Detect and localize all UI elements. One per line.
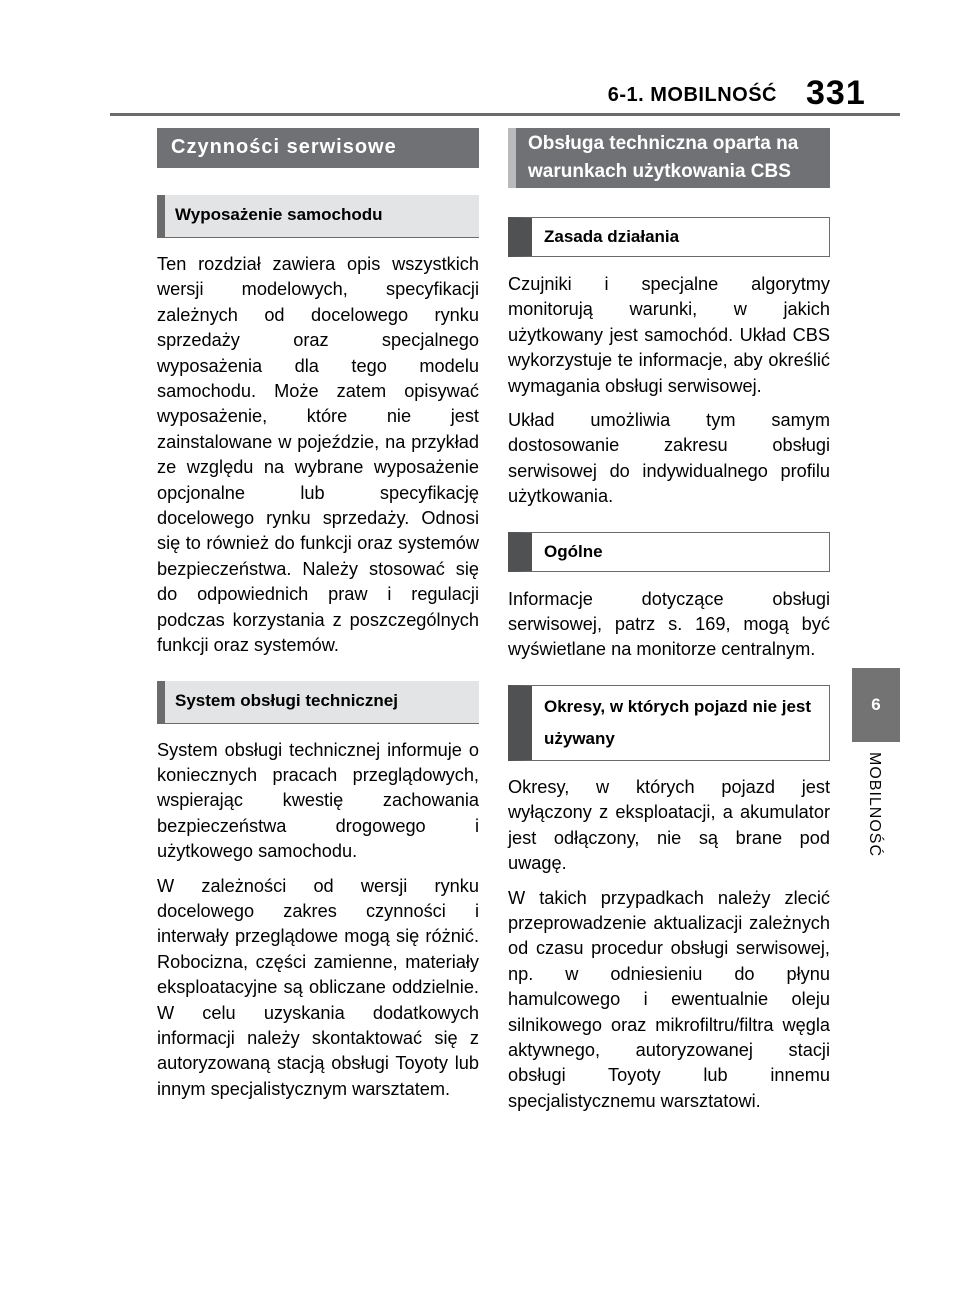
- paragraph-general: Informacje dotyczące obsługi serwisowej, patrz s. 169, mogą być wyświetlane na monitorze centralnym.: [508, 588, 830, 660]
- section-title: 6-1. MOBILNOŚĆ: [607, 84, 777, 106]
- paragraph-idle-periods: Okresy, w których pojazd jest wyłączony z eksploatacji, a akumulator jest odłączony, nie są brane pod uwagę.: [508, 776, 830, 874]
- subheading-equipment: Wyposażenie samochodu: [157, 195, 479, 238]
- subheading-principle: Zasada działania: [508, 217, 830, 257]
- paragraph-equipment: Ten rozdział zawiera opis wszystkich wersji modelowych, specyfikacji zależnych od docelowego rynku sprzedaży oraz specjalnego wyposażenia dla tego modelu samochodu. Może zatem opisywać wyposażenie, które nie jest zainstalowane w pojeździe, na przykład ze względu na wybrane wyposażenie opcjonalne lub specyfikację docelowego rynku sprzedaży. Odnosi się to również do funkcji oraz systemów bezpieczeństwa. Należy stosować się do odpowiednich praw i regulacji podczas korzystania z poszczególnych funkcji oraz systemów.: [157, 254, 479, 656]
- section-banner-cbs: Obsługa techniczna oparta na warunkach użytkowania CBS: [508, 128, 830, 188]
- left-column: [157, 128, 479, 1102]
- subheading-general: Ogólne: [508, 532, 830, 572]
- section-banner: Czynności serwisowe: [157, 128, 479, 168]
- paragraph-service-system: System obsługi technicznej informuje o koniecznych pracach przeglądowych, wspierając kwestię zachowania bezpieczeństwa drogowego i użytkowego samochodu.: [157, 739, 479, 862]
- right-column: [508, 128, 830, 1114]
- paragraph-adjustment: Układ umożliwia tym samym dostosowanie zakresu obsługi serwisowej do indywidualnego profilu użytkowania.: [508, 410, 830, 507]
- chapter-label: MOBILNOŚĆ: [866, 752, 883, 858]
- paragraph-service-intervals: W zależności od wersji rynku docelowego zakres czynności i interwały przeglądowe mogą się różnić. Robocizna, części zamienne, materiały eksploatacyjne są obliczane oddzielnie. W celu uzyskania dodatkowych informacji należy skontaktować się z autoryzowaną stacją obsługi Toyoty lub innym specjalistycznym warsztatem.: [157, 875, 479, 1099]
- paragraph-updates: W takich przypadkach należy zlecić przeprowadzenie aktualizacji zależnych od czasu procedur obsługi serwisowej, np. w odniesieniu do płynu hamulcowego i ewentualnie oleju silnikowego oraz mikrofiltru/filtra węgla aktywnego, autoryzowanej stacji obsługi Toyoty lub innemu specjalistycznemu warsztatowi.: [508, 887, 830, 1111]
- paragraph-principle: Czujniki i specjalne algorytmy monitorują warunki, w jakich użytkowany jest samochód. Układ CBS wykorzystuje te informacje, aby określić wymagania obsługi serwisowej.: [508, 274, 830, 396]
- page-number: 331: [806, 74, 866, 112]
- chapter-tab[interactable]: 6: [852, 668, 900, 742]
- subheading-idle-periods: Okresy, w których pojazd nie jest używany: [508, 685, 830, 761]
- header-divider: [110, 113, 900, 116]
- subheading-service-system: System obsługi technicznej: [157, 681, 479, 724]
